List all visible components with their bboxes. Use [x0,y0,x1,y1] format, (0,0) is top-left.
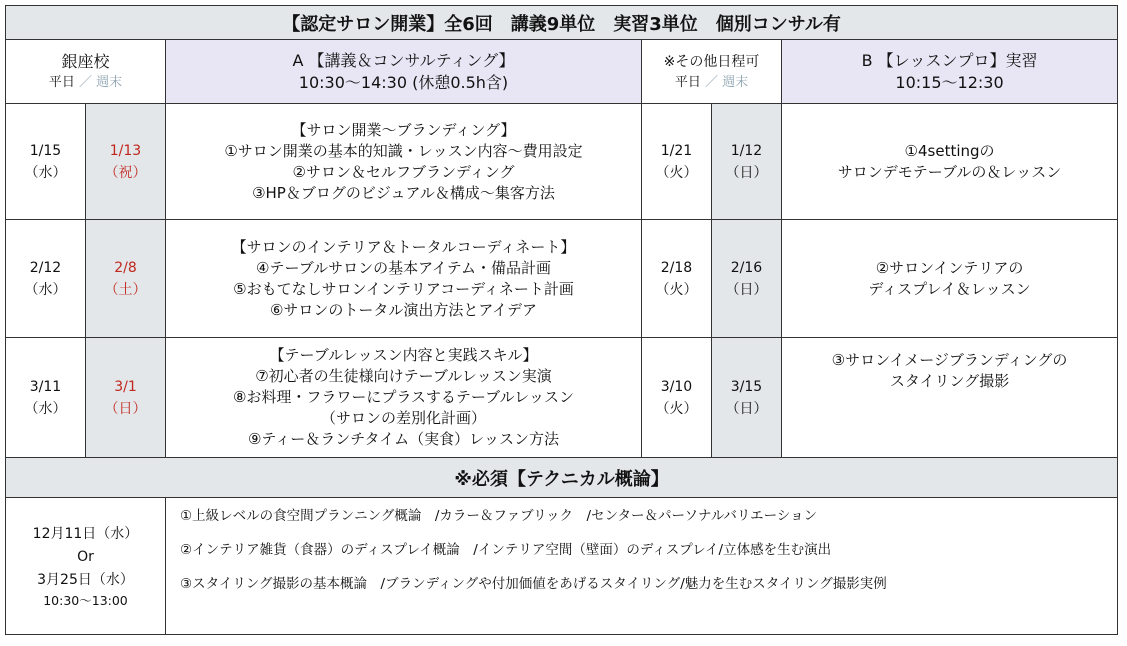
technical-dates [6,498,166,635]
practice-content [782,220,1118,338]
weekend-label: 週末 [96,75,123,90]
course-b-time: 10:15～12:30 [895,72,1004,92]
day-text: （土） [104,281,147,298]
day-text: （日） [725,400,768,417]
day-text: （水） [24,281,67,298]
technical-item: ①上級レベルの食空間プランニング概論 /カラー＆ファブリック /センター＆パーソナルバリエーション [180,508,818,524]
date-text: 3/1 [114,378,137,395]
lecture-item: ②サロン＆セルフブランディング [292,162,515,181]
date-text: 2/18 [660,259,693,276]
day-text: （火） [655,281,698,298]
day-text: （日） [725,281,768,298]
lecture-item: ⑦初心者の生徒様向けテーブルレッスン実演 [255,367,552,385]
day-text: （日） [104,400,147,417]
date-text: 2/12 [29,259,62,276]
practice-line: ①4settingの [904,141,995,160]
lecture-title: 【サロン開業～ブランディング】 [291,120,516,139]
lecture-title: 【テーブルレッスン内容と実践スキル】 [269,346,538,364]
technical-time: 10:30～13:00 [43,592,128,608]
practice-line: サロンデモテーブルの＆レッスン [837,162,1062,181]
practice-content [782,338,1118,458]
lecture-item: ⑧お料理・フラワーにプラスするテーブルレッスン [232,388,575,406]
a-weekday-date [6,338,86,458]
practice-line: ディスプレイ＆レッスン [868,279,1031,298]
slash-separator: ／ [78,75,92,90]
date-text: 3/15 [730,378,763,395]
lecture-item: ③HP＆ブログのビジュアル＆構成～集客方法 [252,183,555,202]
date-text: 3/11 [29,378,62,395]
lecture-item: ①サロン開業の基本的知識・レッスン内容～費用設定 [224,141,583,160]
technical-or: Or [77,548,94,565]
lecture-item: ⑨ティー＆ランチタイム（実食）レッスン方法 [247,430,560,448]
b-weekday-date [642,220,712,338]
lecture-content [166,220,642,338]
course-b-header [782,40,1118,104]
technical-item: ③スタイリング撮影の基本概論 /ブランディングや付加価値をあげるスタイリング/魅力を生むスタイリング撮影実例 [180,576,887,592]
slash-separator-b: ／ [704,75,718,90]
technical-heading: ※必須【テクニカル概論】 [6,458,1118,498]
school-name: 銀座校 [61,52,110,71]
session-row [6,338,1118,458]
practice-line: スタイリング撮影 [889,372,1010,390]
course-a-name: A 【講義＆コンサルティング】 [292,50,515,70]
lecture-title: 【サロンのインテリア＆トータルコーディネート】 [231,237,576,256]
lecture-item: ⑤おもてなしサロンインテリアコーディネート計画 [233,279,574,298]
b-weekday-date [642,338,712,458]
practice-content [782,104,1118,220]
a-weekend-date [86,220,166,338]
a-weekend-date [86,104,166,220]
b-weekend-date [712,104,782,220]
lecture-item: （サロンの差別化計画） [320,409,486,427]
lecture-content [166,338,642,458]
date-text: 2/16 [730,259,763,276]
session-row [6,220,1118,338]
course-b-name: B 【レッスンプロ】実習 [861,50,1038,70]
day-text: （水） [24,400,67,417]
schedule-table [5,5,1118,635]
course-a-time: 10:30～14:30 (休憩0.5h含) [298,72,509,92]
course-a-header [166,40,642,104]
practice-line: ②サロンインテリアの [875,258,1024,277]
date-text: 1/12 [730,142,763,159]
technical-items [166,498,1118,635]
day-text: （火） [655,400,698,417]
lecture-item: ④テーブルサロンの基本アイテム・備品計画 [256,258,551,277]
a-weekend-date [86,338,166,458]
date-text: 3/10 [660,378,693,395]
date-text: 1/15 [29,142,62,159]
a-weekday-date [6,220,86,338]
lecture-content [166,104,642,220]
weekday-label-b: 平日 [674,75,701,90]
day-text: （祝） [104,164,147,181]
technical-date-1: 12月11日（水） [32,525,139,542]
date-text: 1/13 [109,142,142,159]
other-dates-header [642,40,782,104]
session-row [6,104,1118,220]
a-weekday-date [6,104,86,220]
b-weekday-date [642,104,712,220]
date-text: 1/21 [660,142,693,159]
lecture-item: ⑥サロンのトータル演出方法とアイデア [269,300,538,319]
b-weekend-date [712,338,782,458]
day-text: （火） [655,164,698,181]
day-text: （水） [24,164,67,181]
page-title: 【認定サロン開業】全6回 講義9単位 実習3単位 個別コンサル有 [6,6,1118,40]
date-text: 2/8 [114,259,137,276]
school-header [6,40,166,104]
weekend-label-b: 週末 [722,75,749,90]
day-text: （日） [725,164,768,181]
b-weekend-date [712,220,782,338]
practice-line: ③サロンイメージブランディングの [831,351,1068,369]
weekday-label: 平日 [48,75,75,90]
technical-item: ②インテリア雑貨（食器）のディスプレイ概論 /インテリア空間（壁面）のディスプレイ/立体感を生む演出 [180,542,832,558]
other-dates-label: ※その他日程可 [663,54,760,70]
technical-date-2: 3月25日（水） [37,571,134,588]
